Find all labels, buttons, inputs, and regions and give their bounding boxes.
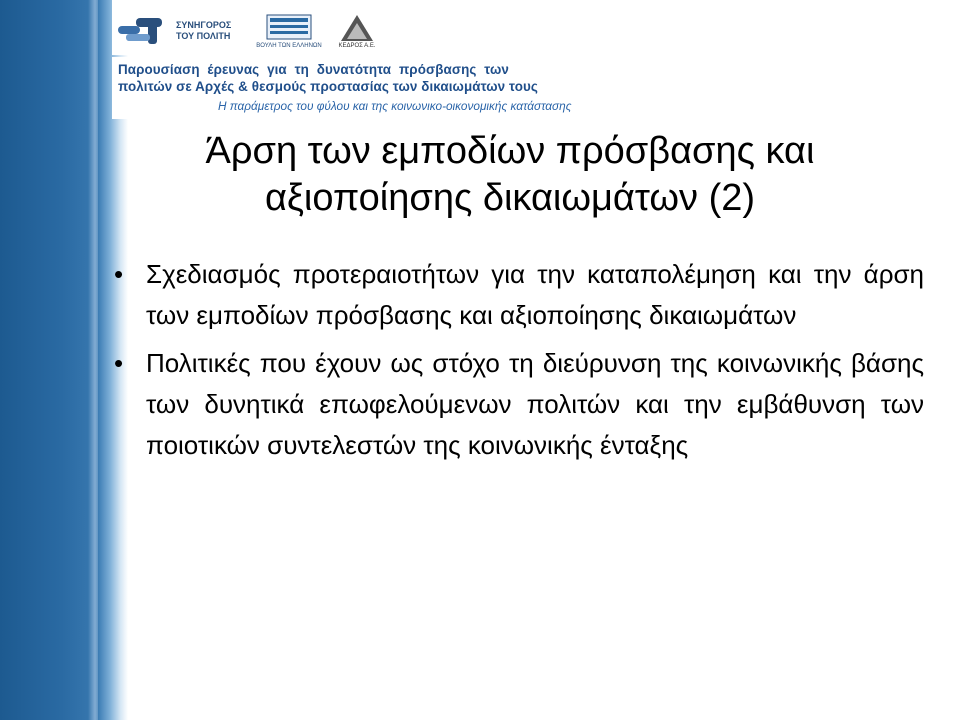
bullet-item: [112, 254, 924, 336]
slide-title-line1: Άρση των εμποδίων πρόσβασης και: [205, 130, 815, 172]
bullet-text: Πολιτικές που έχουν ως στόχο τη διεύρυνση της κοινωνικής βάσης των δυνητικά επωφελούμενων πολιτών και την εμβάθυνση των ποιοτικών συντελεστών της κοινωνικής ένταξης: [146, 348, 924, 460]
kedros-logo-caption: ΚΕΔΡΟΣ Α.Ε.: [338, 43, 376, 49]
banner-subtitle: Η παράμετρος του φύλου και της κοινωνικο-οικονομικής κατάστασης: [218, 99, 572, 113]
logo-bar: [112, 0, 394, 55]
slide-title: [112, 128, 908, 222]
presentation-banner: [112, 57, 660, 119]
synigoros-logo-mark: [118, 16, 172, 46]
synigoros-logo: [118, 14, 238, 50]
bullet-dot-icon: •: [114, 348, 124, 378]
kedros-triangle-icon: [340, 14, 374, 42]
bullet-item: [112, 343, 924, 466]
vouli-logo-caption: ΒΟΥΛΗ ΤΩΝ ΕΛΛΗΝΩΝ: [256, 43, 322, 49]
vouli-logo: [254, 12, 324, 52]
slide-title-line2: αξιοποίησης δικαιωμάτων (2): [264, 177, 756, 219]
bullet-list: [112, 254, 924, 473]
bullet-dot-icon: •: [114, 259, 124, 289]
banner-title-line1: Παρουσίαση έρευνας για τη δυνατότητα πρόσβασης των: [118, 62, 509, 77]
banner-title-line2: πολιτών σε Αρχές & θεσμούς προστασίας των δικαιωμάτων τους: [118, 79, 538, 94]
synigoros-logo-text: ΣΥΝΗΓΟΡΟΣ ΤΟΥ ΠΟΛΙΤΗ: [176, 20, 232, 41]
parliament-emblem-icon: [266, 14, 312, 42]
bullet-text: Σχεδιασμός προτεραιοτήτων για την καταπολέμηση και την άρση των εμποδίων πρόσβασης και αξιοποίησης δικαιωμάτων: [146, 259, 924, 330]
kedros-logo: [334, 12, 380, 52]
